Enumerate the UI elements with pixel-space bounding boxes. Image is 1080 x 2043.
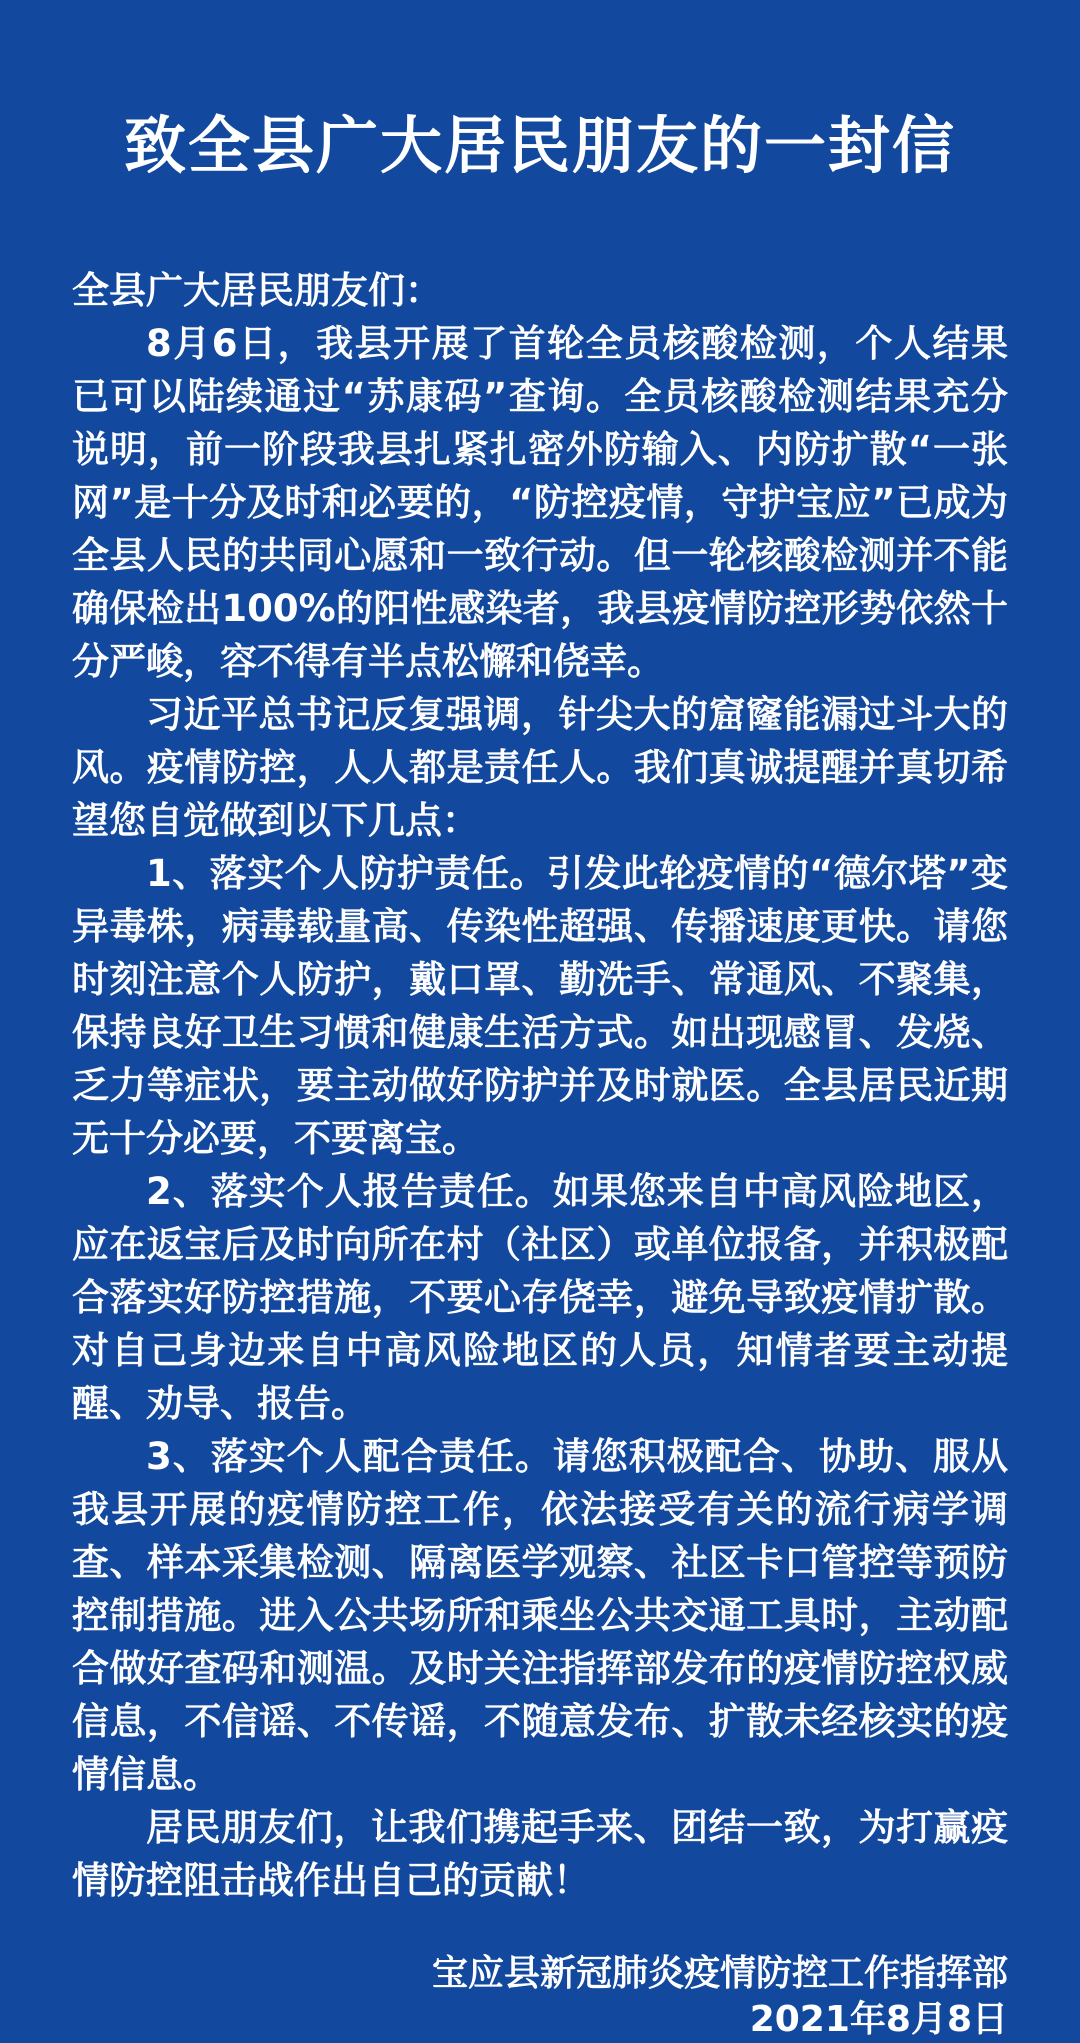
letter-paragraphs: [72, 317, 1008, 1907]
letter-paragraph: 3、落实个人配合责任。请您积极配合、协助、服从我县开展的疫情防控工作，依法接受有关的流行病学调查、样本采集检测、隔离医学观察、社区卡口管控等预防控制措施。进入公共场所和乘坐公共交通工具时，主动配合做好查码和测温。及时关注指挥部发布的疫情防控权威信息，不信谣、不传谣，不随意发布、扩散未经核实的疫情信息。: [72, 1435, 1008, 1796]
letter-salutation: 全县广大居民朋友们：: [72, 269, 442, 312]
letter-paragraph: 8月6日，我县开展了首轮全员核酸检测，个人结果已可以陆续通过“苏康码”查询。全员核酸检测结果充分说明，前一阶段我县扎紧扎密外防输入、内防扩散“一张网”是十分及时和必要的，“防控疫情，守护宝应”已成为全县人民的共同心愿和一致行动。但一轮核酸检测并不能确保检出100%的阳性感染者，我县疫情防控形势依然十分严峻，容不得有半点松懈和侥幸。: [72, 322, 1008, 683]
letter-signature: 宝应县新冠肺炎疫情防控工作指挥部: [431, 1953, 1008, 1994]
letter-paragraph: 2、落实个人报告责任。如果您来自中高风险地区，应在返宝后及时向所在村（社区）或单位报备，并积极配合落实好防控措施，不要心存侥幸，避免导致疫情扩散。对自己身边来自中高风险地区的人员，知情者要主动提醒、劝导、报告。: [72, 1170, 1008, 1425]
letter-title: 致全县广大居民朋友的一封信: [123, 109, 956, 182]
letter-paragraph: 居民朋友们，让我们携起手来、团结一致，为打赢疫情防控阻击战作出自己的贡献！: [72, 1806, 1008, 1902]
letter-paragraph: 1、落实个人防护责任。引发此轮疫情的“德尔塔”变异毒株，病毒载量高、传染性超强、传播速度更快。请您时刻注意个人防护，戴口罩、勤洗手、常通风、不聚集，保持良好卫生习惯和健康生活方式。如出现感冒、发烧、乏力等症状，要主动做好防护并及时就医。全县居民近期无十分必要，不要离宝。: [72, 852, 1008, 1160]
letter-date: 2021年8月8日: [749, 1999, 1008, 2040]
letter-body: [72, 264, 1008, 2043]
letter-paragraph: 习近平总书记反复强调，针尖大的窟窿能漏过斗大的风。疫情防控，人人都是责任人。我们真诚提醒并真切希望您自觉做到以下几点：: [72, 693, 1008, 842]
